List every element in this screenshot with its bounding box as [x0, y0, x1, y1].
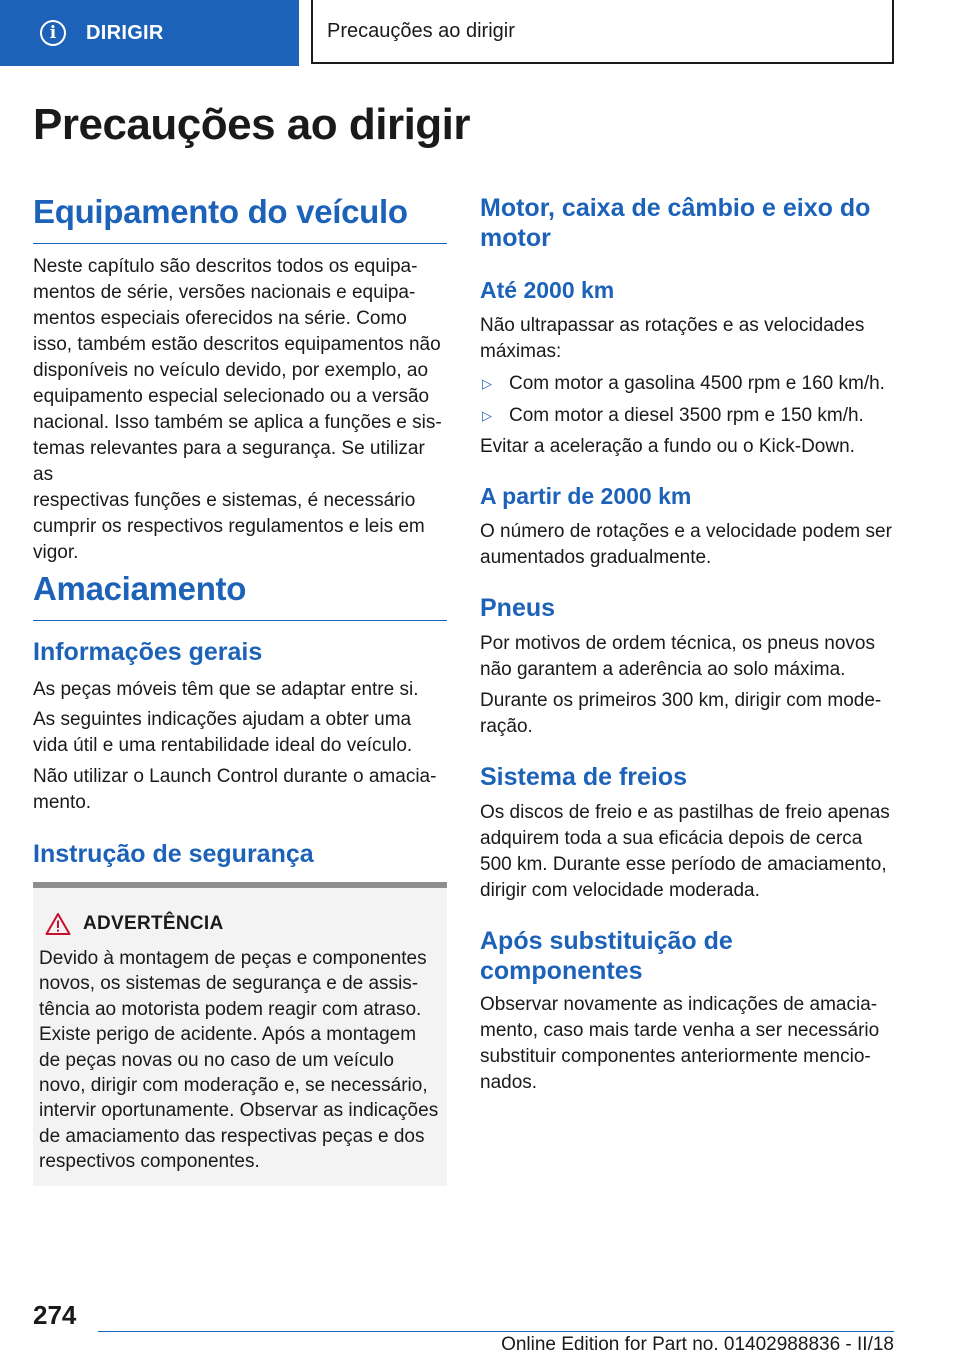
heading-up-to-2000: Até 2000 km — [480, 277, 615, 303]
tyres-p2: Durante os primeiros 300 km, dirigir com mode- ração. — [480, 690, 882, 737]
from-2000-text: O número de rotações e a velocidade podem ser aumentados gradualmente. — [480, 521, 892, 568]
warning-text: Devido à montagem de peças e componentes novos, os sistemas de segurança e de assis- tência ao motorista podem reagir com atraso. Existe perigo de acidente. Após a montagem de peças novas ou no caso de um veículo novo, dirigir com moderação e, se necessário, intervir oportunamente. Observar as indicações de amaciamento das respectivas peças e dos respectivos componentes. — [39, 948, 439, 1173]
info-icon: i — [40, 20, 66, 46]
general-info-p2: As seguintes indicações ajudam a obter uma vida útil e uma rentabilidade ideal do veículo. — [33, 709, 413, 756]
section-tab-label: DIRIGIR — [86, 21, 164, 44]
general-info-p3: Não utilizar o Launch Control durante o amacia- mento. — [33, 766, 437, 813]
section-tab[interactable] — [0, 0, 299, 66]
heading-tyres: Pneus — [480, 594, 556, 622]
breadcrumb: Precauções ao dirigir — [311, 0, 894, 64]
page-title: Precauções ao dirigir — [33, 100, 471, 149]
heading-engine-gearbox: Motor, caixa de câmbio e eixo do motor — [480, 194, 871, 252]
after-replacement-text: Observar novamente as indicações de amacia- mento, caso mais tarde venha a ser necessário substituir componentes anteriormente mencio- nados. — [480, 994, 880, 1093]
heading-brake-system: Sistema de freios — [480, 763, 688, 791]
heading-general-info: Informações gerais — [33, 638, 263, 666]
equipment-text: Neste capítulo são descritos todos os equipa- mentos de série, versões nacionais e equipa- mentos especiais oferecidos na série. Como isso, também estão descritos equipamentos não disponíveis no veículo devido, por exemplo, ao equipamento especial selecionado ou a versão nacional. Isso também se aplica a funções e sis- temas relevantes para a segurança. Se utilizar as respectivas funções e sistemas, é necessário cumprir os respectivos regulamentos e leis em vigor. — [33, 256, 442, 563]
tyres-p1: Por motivos de ordem técnica, os pneus novos não garantem a aderência ao solo máxima. — [480, 633, 875, 680]
general-info-p1: As peças móveis têm que se adaptar entre si. — [33, 679, 419, 700]
footer-edition: Online Edition for Part no. 01402988836 - II/18 — [501, 1334, 894, 1355]
heading-from-2000: A partir de 2000 km — [480, 483, 692, 509]
warning-header — [45, 912, 224, 936]
triangle-bullet-icon: ▷ — [482, 408, 492, 423]
avoid-acceleration-text: Evitar a aceleração a fundo ou o Kick-Down. — [480, 436, 855, 457]
heading-breakin: Amaciamento — [33, 570, 447, 621]
up-to-2000-text: Não ultrapassar as rotações e as velocidades máximas: — [480, 315, 865, 362]
heading-safety-instruction: Instrução de segurança — [33, 840, 314, 868]
warning-label: ADVERTÊNCIA — [83, 913, 224, 934]
warning-box — [33, 882, 447, 1186]
warning-triangle-icon — [45, 912, 71, 936]
heading-after-replacement: Após substituição de componentes — [480, 927, 733, 985]
page-number: 274 — [33, 1300, 77, 1330]
triangle-bullet-icon: ▷ — [482, 376, 492, 391]
heading-equipment: Equipamento do veículo — [33, 193, 447, 244]
footer-divider — [98, 1331, 894, 1332]
brake-system-text: Os discos de freio e as pastilhas de freio apenas adquirem toda a sua eficácia depois de cerca 500 km. Durante esse período de amaciamento, dirigir com velocidade moderada. — [480, 802, 890, 901]
